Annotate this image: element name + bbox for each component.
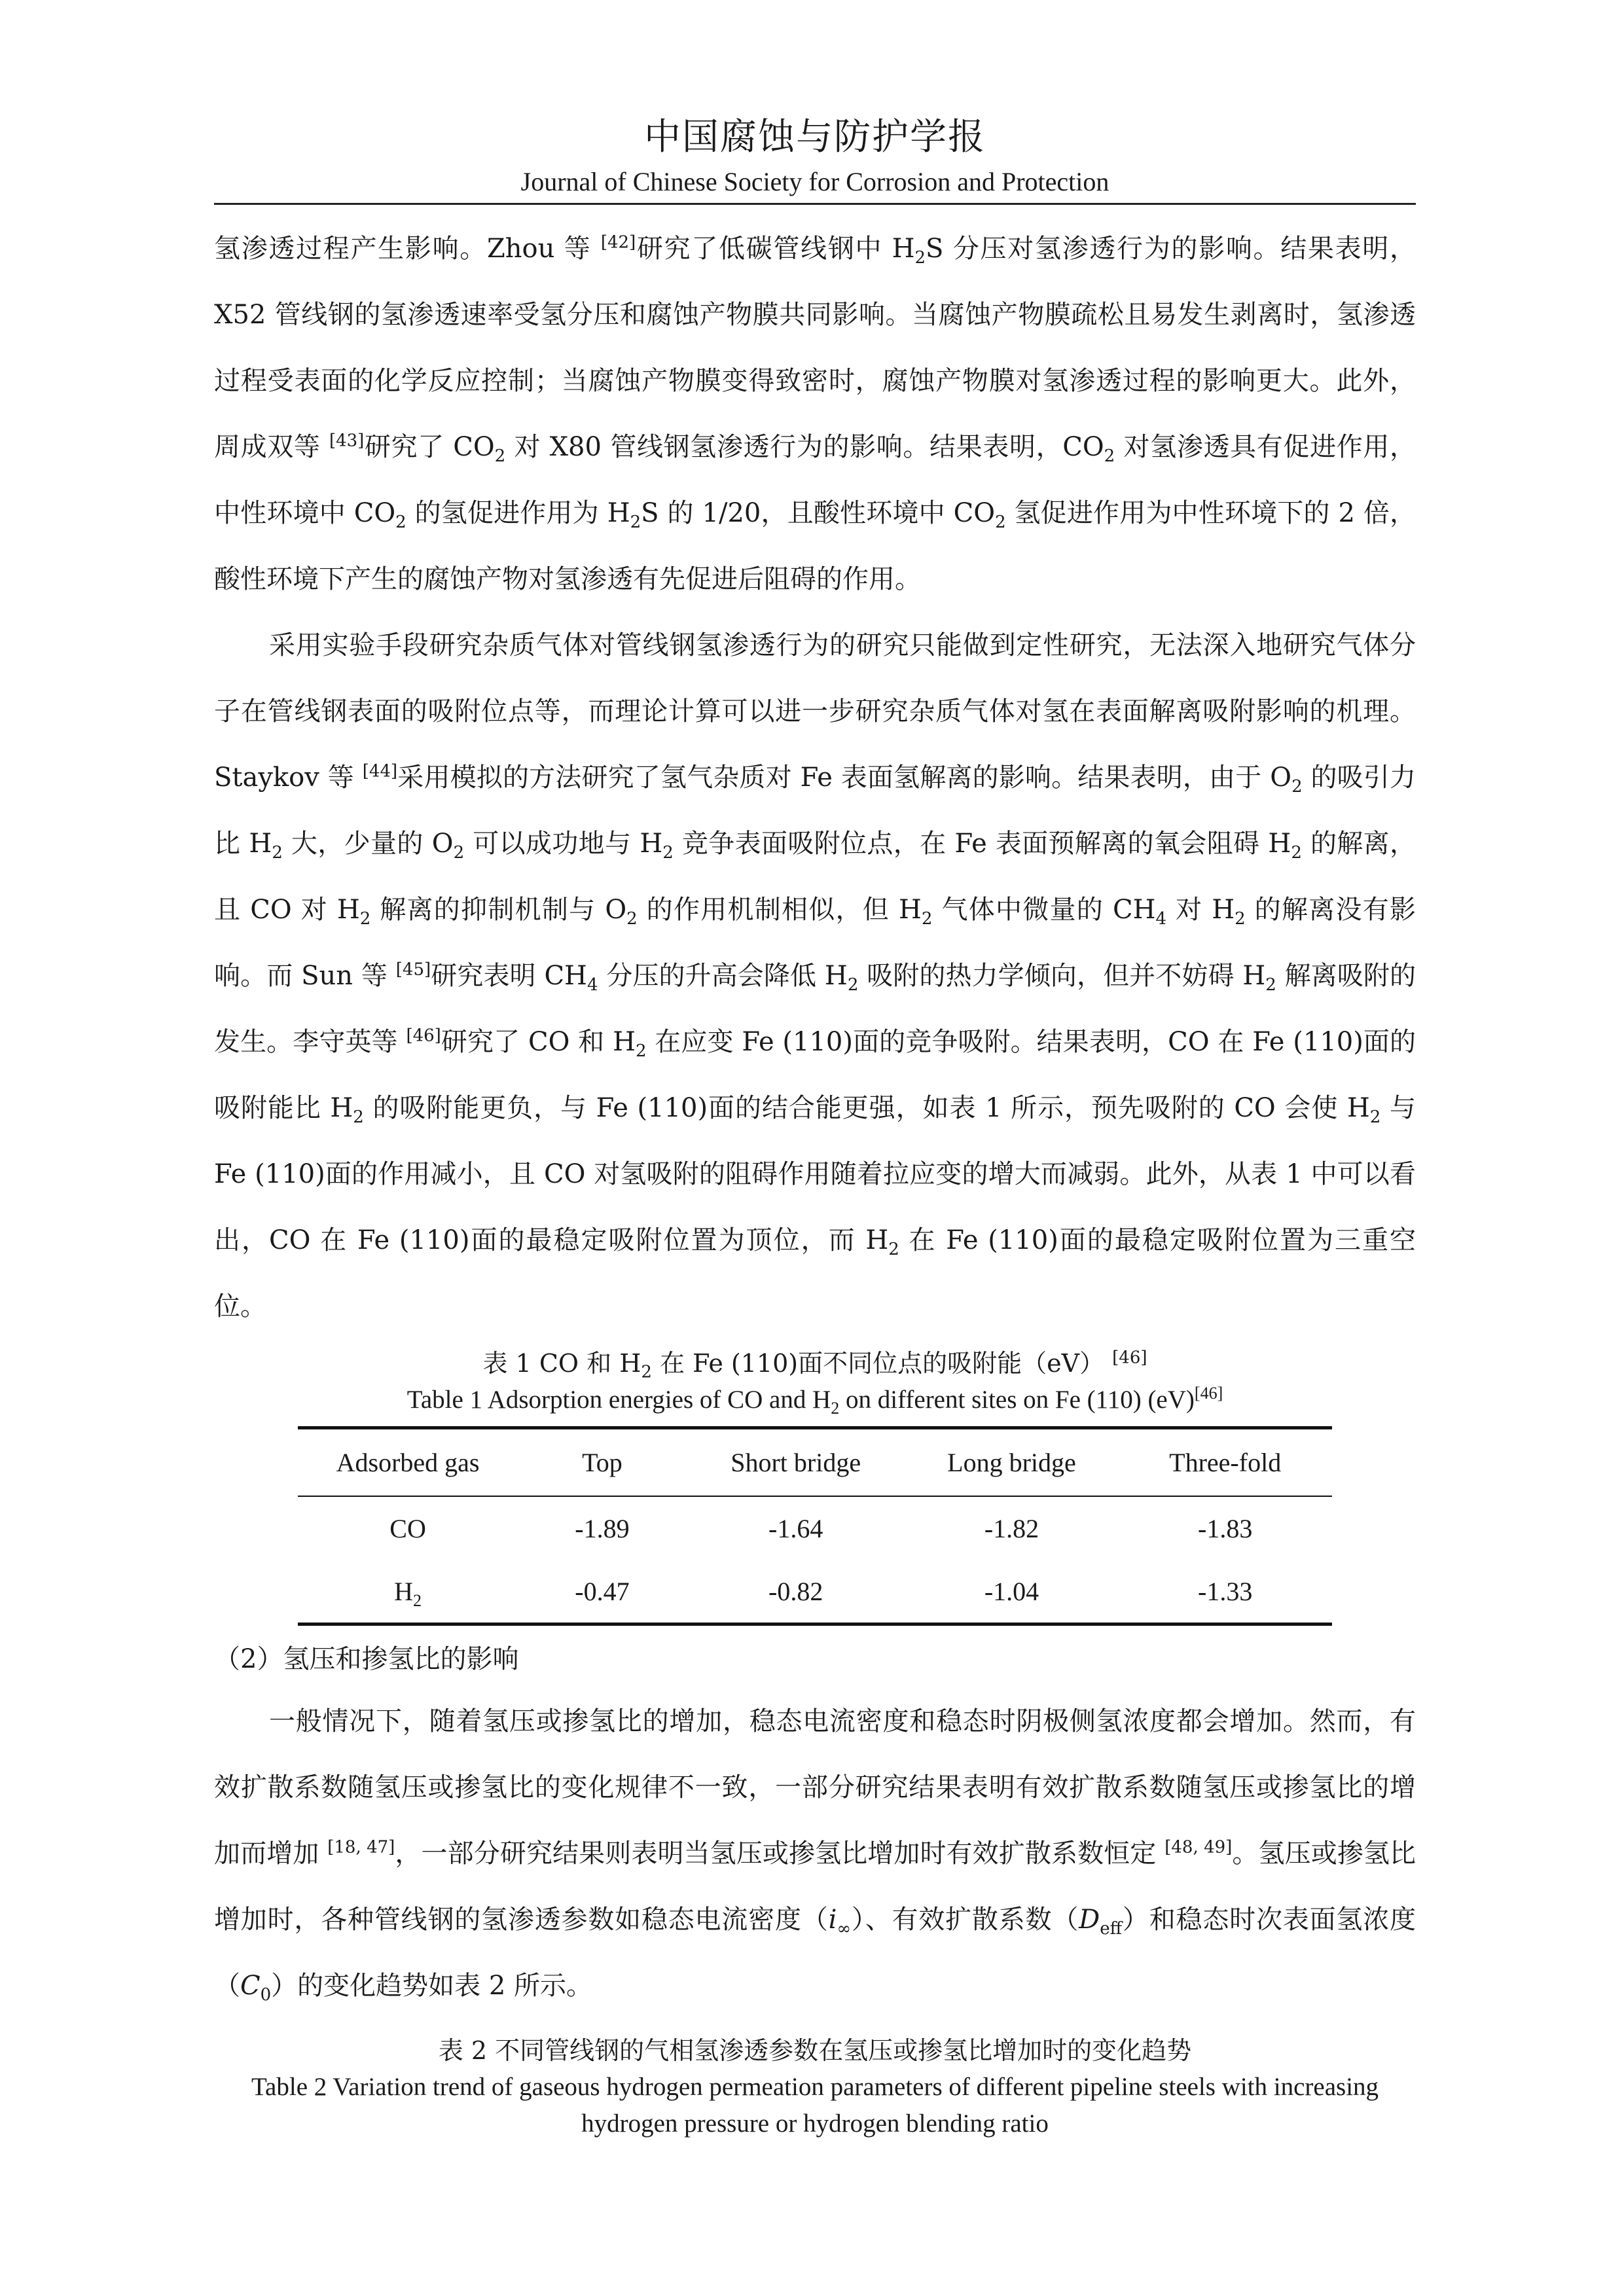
column-header: Long bridge bbox=[947, 1447, 1076, 1477]
citation: [18, 47] bbox=[327, 1837, 395, 1857]
table-2-caption-en: Table 2 Variation trend of gaseous hydrogen permeation parameters of different pipeline steels with increasing hydrogen pressure or hydrogen blending ratio bbox=[251, 2073, 1379, 2138]
citation: [45] bbox=[395, 960, 431, 980]
article-body bbox=[214, 216, 1416, 2142]
paragraph-2: 采用实验手段研究杂质气体对管线钢氢渗透行为的研究只能做到定性研究，无法深入地研究气体分子在管线钢表面的吸附位点等，而理论计算可以进一步研究杂质气体对氢在表面解离吸附影响的机理。Staykov 等 [44]采用模拟的方法研究了氢气杂质对 Fe 表面氢解离的影响。结果表明，由于 $O_2$ 的吸引力比 $H_2$ 大，少量的 $O_2$ 可以成功地与 $H_2$ 竞争表面吸附位点，在 Fe 表面预解离的氧会阻碍 $H_2$ 的解离，且 CO 对 $H_2$ 解离的抑制机制与 $O_2$ 的作用机制相似，但 $H_2$ 气体中微量的 $CH_4$ 对 $H_2$ 的解离没有影响。而 Sun 等 [45]研究表明 $CH_4$ 分压的升高会降低 $H_2$ 吸附的热力学倾向，但并不妨碍 $H_2$ 解离吸附的发生。李守英等 [46]研究了 CO 和 $H_2$ 在应变 Fe (110)面的竞争吸附。结果表明，CO 在 Fe (110)面的吸附能比 $H_2$ 的吸附能更负，与 Fe (110)面的结合能更强，如表 1 所示，预先吸附的 CO 会使 $H_2$ 与 Fe (110)面的作用减小，且 CO 对氢吸附的阻碍作用随着拉应变的增大而减弱。此外，从表 1 中可以看出，CO 在 Fe (110)面的最稳定吸附位置为顶位，而 $H_2$ 在 Fe (110)面的最稳定吸附位置为三重空位。 bbox=[214, 630, 1416, 1321]
header-rule bbox=[214, 203, 1416, 205]
table-cell: -1.82 bbox=[984, 1513, 1039, 1543]
paragraph-1: 氢渗透过程产生影响。Zhou 等 [42]研究了低碳管线钢中 $H_2S$ 分压对氢渗透行为的影响。结果表明，X52 管线钢的氢渗透速率受氢分压和腐蚀产物膜共同影响。当腐蚀产物膜疏松且易发生剥离时，氢渗透过程受表面的化学反应控制；当腐蚀产物膜变得致密时，腐蚀产物膜对氢渗透过程的影响更大。此外，周成双等 [43]研究了 $CO_2$ 对 X80 管线钢氢渗透行为的影响。结果表明，$CO_2$ 对氢渗透具有促进作用，中性环境中 $CO_2$ 的氢促进作用为 $H_2S$ 的 1/20，且酸性环境中 $CO_2$ 氢促进作用为中性环境下的 2 倍，酸性环境下产生的腐蚀产物对氢渗透有先促进后阻碍的作用。 bbox=[214, 232, 1416, 594]
column-header: Top bbox=[582, 1447, 623, 1477]
table-header-row bbox=[298, 1428, 1332, 1496]
table-cell: -1.89 bbox=[575, 1513, 630, 1543]
table-cell: -1.04 bbox=[984, 1576, 1039, 1606]
table-cell: -1.64 bbox=[768, 1513, 823, 1543]
column-header: Three-fold bbox=[1169, 1447, 1282, 1477]
table-row bbox=[298, 1560, 1332, 1624]
column-header: Adsorbed gas bbox=[336, 1447, 480, 1477]
citation: [42] bbox=[600, 232, 636, 253]
column-header: Short bridge bbox=[731, 1447, 861, 1477]
table-1-caption-cn: 表 1 CO 和 $H_2$ 在 Fe (110)面不同位点的吸附能（eV） [46] bbox=[482, 1348, 1147, 1382]
journal-header bbox=[214, 111, 1416, 205]
citation: [48, 49] bbox=[1164, 1837, 1233, 1857]
table-cell: -0.47 bbox=[575, 1576, 630, 1606]
table-1 bbox=[298, 1426, 1332, 1626]
section-heading: （2）氢压和掺氢比的影响 bbox=[214, 1644, 519, 1674]
journal-title-cn: 中国腐蚀与防护学报 bbox=[644, 116, 986, 158]
table-cell: -0.82 bbox=[768, 1576, 823, 1606]
citation: [44] bbox=[362, 761, 398, 781]
table-2-caption-cn: 表 2 不同管线钢的气相氢渗透参数在氢压或掺氢比增加时的变化趋势 bbox=[438, 2036, 1192, 2065]
citation: [46] bbox=[406, 1026, 441, 1046]
table-1-caption-en: Table 1 Adsorption energies of CO and $H_2$ on different sites on Fe (110) (eV)[46] bbox=[406, 1384, 1223, 1418]
paragraph-3: 一般情况下，随着氢压或掺氢比的增加，稳态电流密度和稳态时阴极侧氢浓度都会增加。然而，有效扩散系数随氢压或掺氢比的变化规律不一致，一部分研究结果表明有效扩散系数随氢压或掺氢比的增加而增加 [18, 47]，一部分研究结果则表明当氢压或掺氢比增加时有效扩散系数恒定 [48, 49]。氢压或掺氢比增加时，各种管线钢的氢渗透参数如稳态电流密度$(i_\infty)$、有效扩散系数$(D_{eff})$和稳态时次表面氢浓度$(C_0)$的变化趋势如表 2 所示。 bbox=[214, 1706, 1416, 2005]
table-cell: -1.33 bbox=[1198, 1576, 1253, 1606]
table-cell: -1.83 bbox=[1198, 1513, 1253, 1543]
journal-title-en: Journal of Chinese Society for Corrosion and Protection bbox=[520, 167, 1110, 196]
citation: [43] bbox=[329, 431, 365, 451]
table-cell-gas: CO bbox=[389, 1513, 426, 1543]
table-row bbox=[298, 1496, 1332, 1560]
table-cell-gas: $H_2$ bbox=[394, 1576, 422, 1610]
